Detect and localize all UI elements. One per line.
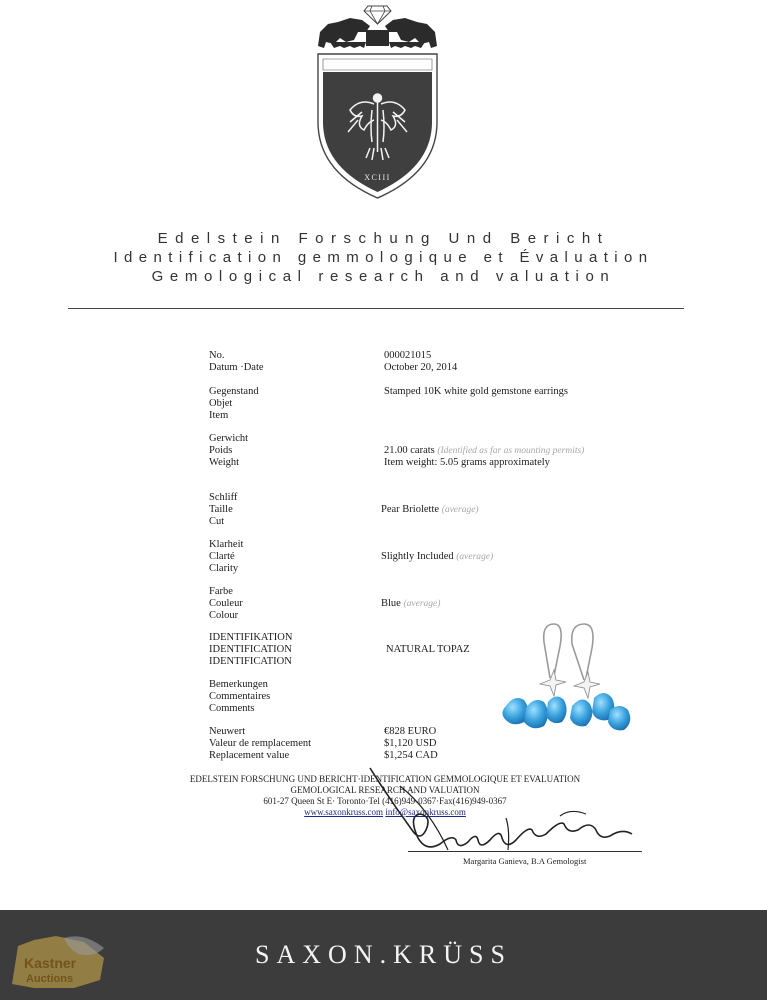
crest-motto: XCIII — [364, 173, 391, 182]
website-link[interactable]: www.saxonkruss.com — [304, 807, 384, 817]
label-comments-fr: Commentaires — [209, 691, 271, 702]
label-date: Datum ·Date — [209, 362, 264, 373]
label-value-de: Neuwert — [209, 726, 246, 737]
signature-scribble — [360, 760, 660, 870]
label-item-fr: Objet — [209, 398, 233, 409]
label-colour-fr: Couleur — [209, 598, 243, 609]
note-colour: (average) — [403, 599, 441, 609]
label-weight-de: Gerwicht — [209, 433, 249, 444]
value-cut: Pear Briolette — [381, 504, 440, 515]
label-cut-en: Cut — [209, 516, 225, 527]
value-identification: NATURAL TOPAZ — [386, 644, 470, 655]
value-cad: $1,254 CAD — [384, 750, 438, 761]
label-colour-en: Colour — [209, 610, 239, 621]
label-colour-de: Farbe — [209, 586, 233, 597]
label-value-en: Replacement value — [209, 750, 290, 761]
note-clarity: (average) — [456, 552, 494, 562]
label-clarity-de: Klarheit — [209, 539, 244, 550]
lion-right-icon — [385, 18, 437, 48]
footer-address: 601-27 Queen St E· Toronto·Tel (416)949-0367·Fax(416)949-0367 — [263, 796, 507, 806]
value-colour: Blue — [381, 598, 401, 609]
label-weight-en: Weight — [209, 457, 240, 468]
label-clarity-en: Clarity — [209, 563, 239, 574]
signatory-name: Margarita Ganieva, B.A Gemologist — [463, 856, 587, 866]
signature-line — [408, 851, 642, 852]
value-weight: 21.00 carats — [384, 445, 435, 456]
label-identification-fr: IDENTIFICATION — [209, 644, 292, 655]
headline-german: Edelstein Forschung Und Bericht — [157, 230, 610, 247]
value-no: 000021015 — [384, 350, 432, 361]
note-cut: (average) — [441, 505, 479, 515]
label-clarity-fr: Clarté — [209, 551, 235, 562]
label-comments-de: Bemerkungen — [209, 679, 268, 690]
label-item-en: Item — [209, 410, 229, 421]
value-clarity: Slightly Included — [381, 551, 454, 562]
crest-logo — [310, 2, 445, 202]
label-identification-en: IDENTIFICATION — [209, 656, 292, 667]
label-identification-de: IDENTIFIKATION — [209, 632, 293, 643]
footer-line-2: GEMOLOGICAL RESEARCH AND VALUATION — [290, 785, 480, 795]
label-item-de: Gegenstand — [209, 386, 259, 397]
value-date: October 20, 2014 — [384, 362, 458, 373]
label-cut-de: Schliff — [209, 492, 238, 503]
brand-name: SAXON.KRÜSS — [255, 940, 512, 969]
headline-french: Identification gemmologique et Évaluation — [113, 249, 654, 266]
headline-english: Gemological research and valuation — [151, 268, 616, 285]
footer-line-1: EDELSTEIN FORSCHUNG UND BERICHT·IDENTIFICATION GEMMOLOGIQUE ET EVALUATION — [189, 774, 581, 784]
value-usd: $1,120 USD — [384, 738, 437, 749]
svg-text:Auctions: Auctions — [26, 973, 74, 985]
label-comments-en: Comments — [209, 703, 255, 714]
auction-watermark — [4, 928, 112, 992]
value-item: Stamped 10K white gold gemstone earrings — [384, 386, 569, 397]
lion-left-icon — [318, 18, 370, 48]
value-euro: €828 EURO — [384, 726, 437, 737]
label-cut-fr: Taille — [209, 504, 233, 515]
diamond-icon — [364, 6, 391, 24]
earrings-photo — [492, 618, 640, 748]
email-link[interactable]: info@saxonkruss.com — [385, 807, 466, 817]
label-no: No. — [209, 350, 225, 361]
label-value-fr: Valeur de remplacement — [209, 738, 312, 749]
note-weight: (Identified as far as mounting permits) — [437, 446, 585, 456]
svg-text:Kastner: Kastner — [24, 955, 77, 971]
header-divider — [68, 308, 684, 309]
label-weight-fr: Poids — [209, 445, 233, 456]
value-item-weight: Item weight: 5.05 grams approximately — [384, 457, 550, 468]
